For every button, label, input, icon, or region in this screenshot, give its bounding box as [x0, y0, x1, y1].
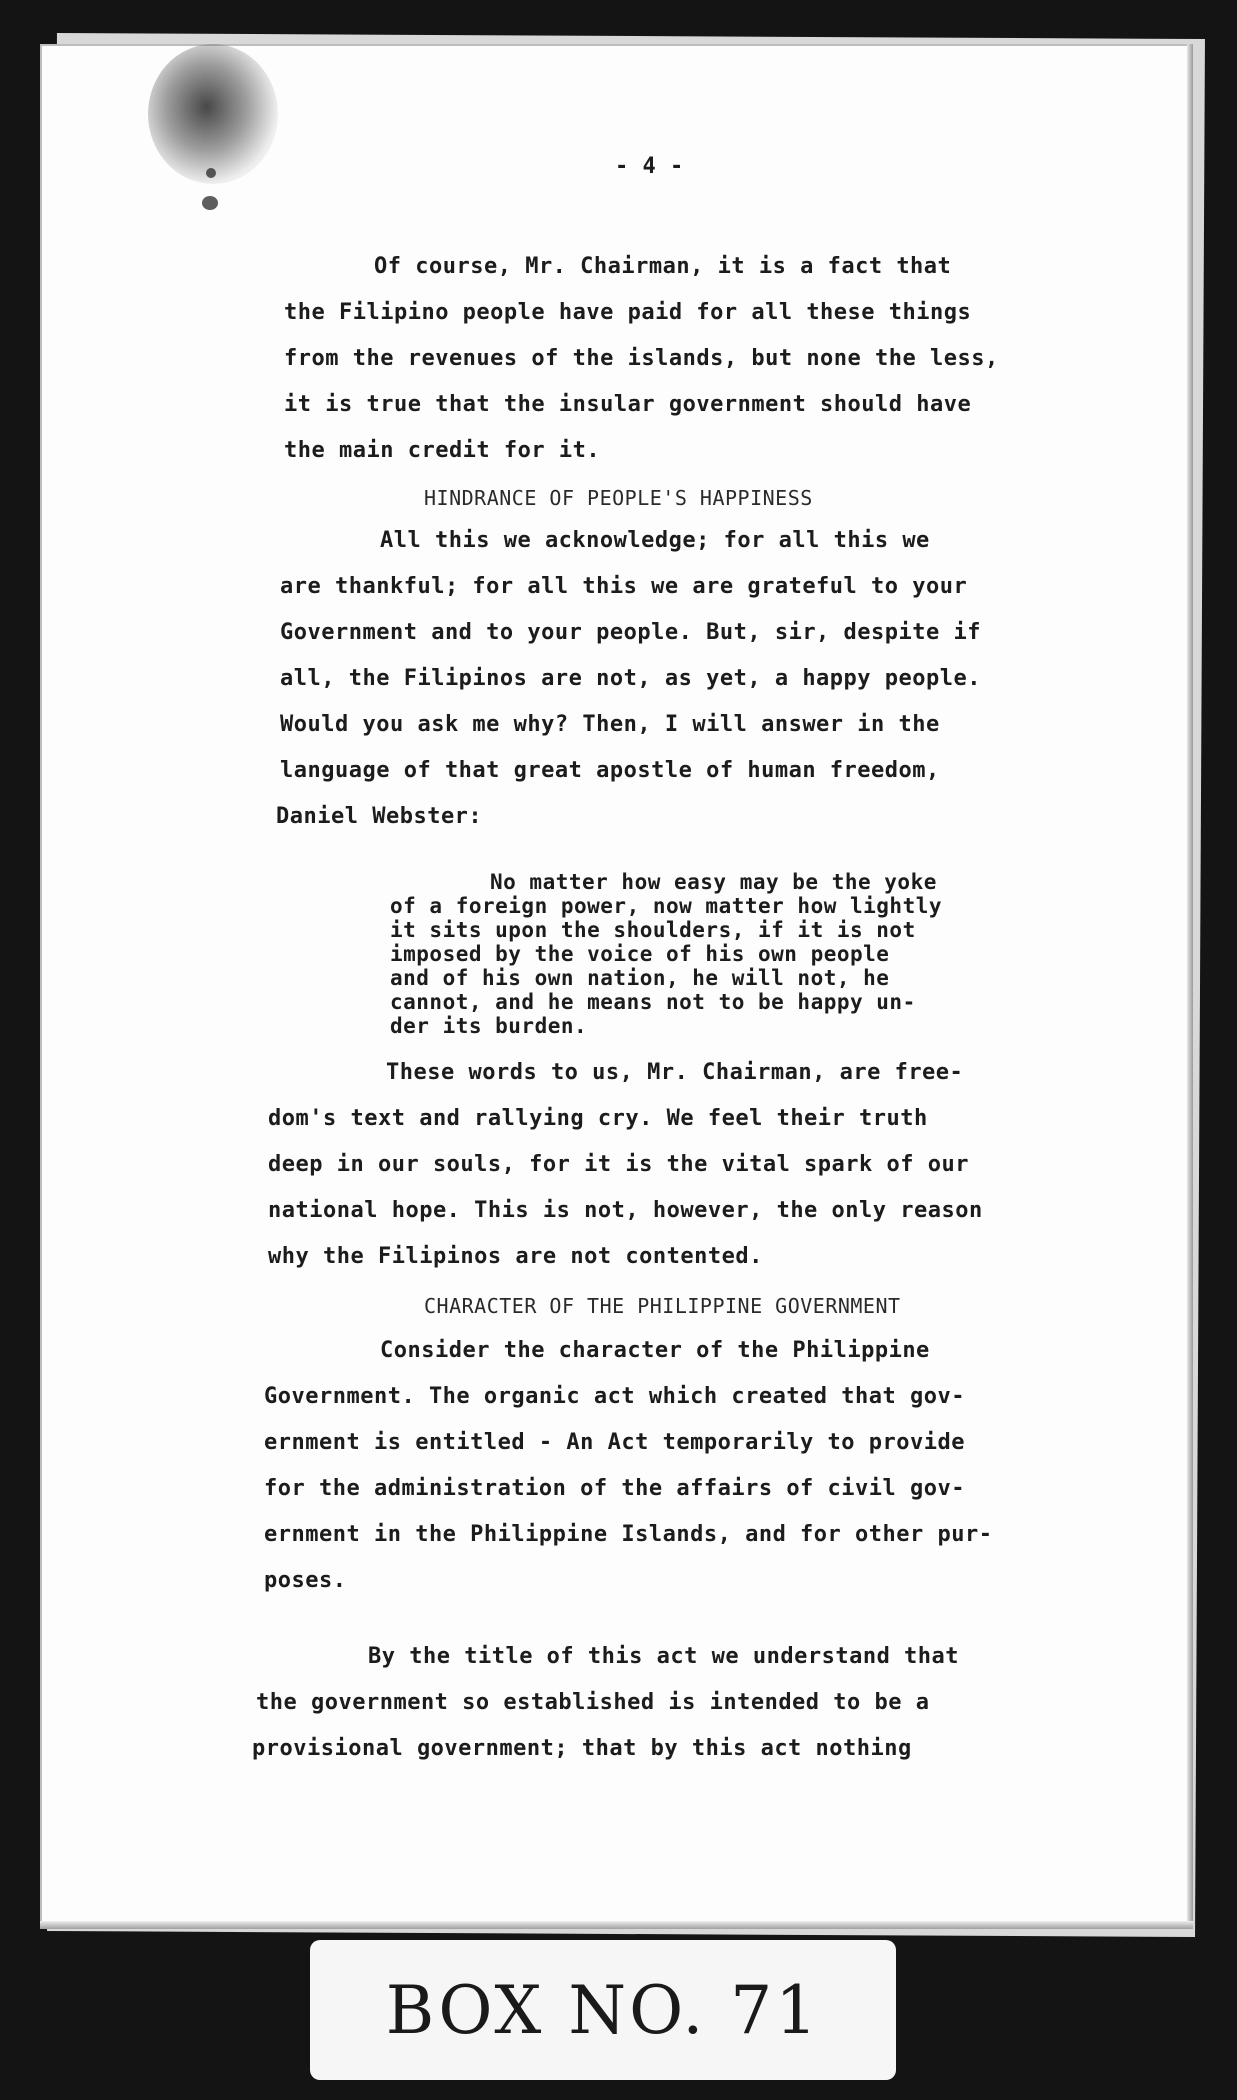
page-number: - 4 - [615, 154, 684, 179]
section-heading: HINDRANCE OF PEOPLE'S HAPPINESS [424, 486, 813, 510]
ink-dot [202, 196, 218, 210]
paragraph-3-line: why the Filipinos are not contented. [268, 1244, 763, 1269]
paragraph-2-line: are thankful; for all this we are grateful to your [280, 574, 968, 599]
paragraph-3-line: deep in our souls, for it is the vital spark of our [268, 1152, 970, 1177]
paragraph-5-line: provisional government; that by this act nothing [252, 1736, 912, 1761]
quote-line: and of his own nation, he will not, he [390, 966, 890, 990]
paragraph-4-line: ernment in the Philippine Islands, and for other pur- [264, 1522, 993, 1547]
paragraph-2-line: language of that great apostle of human freedom, [280, 758, 940, 783]
paragraph-1-line: from the revenues of the islands, but none the less, [284, 346, 999, 371]
paragraph-4-line: Consider the character of the Philippine [380, 1338, 930, 1363]
ink-dot [206, 168, 216, 178]
archive-box-label: BOX NO. 71 [310, 1940, 896, 2080]
typed-page [40, 44, 1193, 1929]
paragraph-4-line: for the administration of the affairs of civil gov- [264, 1476, 966, 1501]
paragraph-3-line: national hope. This is not, however, the only reason [268, 1198, 983, 1223]
quote-line: der its burden. [390, 1014, 588, 1038]
quote-line: No matter how easy may be the yoke [490, 870, 937, 894]
paragraph-2-line: Daniel Webster: [276, 804, 483, 829]
quote-line: imposed by the voice of his own people [390, 942, 890, 966]
quote-line: of a foreign power, now matter how lightly [390, 894, 943, 918]
page-edge-bottom [40, 1921, 1193, 1929]
paragraph-1-line: Of course, Mr. Chairman, it is a fact that [374, 254, 952, 279]
paragraph-2-line: Would you ask me why? Then, I will answer in the [280, 712, 940, 737]
paragraph-3-line: These words to us, Mr. Chairman, are free- [386, 1060, 964, 1085]
quote-line: cannot, and he means not to be happy un- [390, 990, 916, 1014]
paragraph-3-line: dom's text and rallying cry. We feel their truth [268, 1106, 928, 1131]
paragraph-5-line: the government so established is intended to be a [256, 1690, 930, 1715]
section-heading: CHARACTER OF THE PHILIPPINE GOVERNMENT [424, 1294, 901, 1318]
paragraph-2-line: All this we acknowledge; for all this we [380, 528, 930, 553]
paragraph-4-line: Government. The organic act which created that gov- [264, 1384, 966, 1409]
page-edge-right [1187, 44, 1193, 1929]
ink-blot [148, 44, 278, 184]
paragraph-4-line: ernment is entitled - An Act temporarily to provide [264, 1430, 966, 1455]
paragraph-2-line: all, the Filipinos are not, as yet, a happy people. [280, 666, 982, 691]
paragraph-1-line: it is true that the insular government should have [284, 392, 972, 417]
paragraph-2-line: Government and to your people. But, sir, despite if [280, 620, 982, 645]
quote-line: it sits upon the shoulders, if it is not [390, 918, 916, 942]
paragraph-1-line: the Filipino people have paid for all these things [284, 300, 972, 325]
paragraph-5-line: By the title of this act we understand that [368, 1644, 960, 1669]
paragraph-4-line: poses. [264, 1568, 347, 1593]
paragraph-1-line: the main credit for it. [284, 438, 601, 463]
